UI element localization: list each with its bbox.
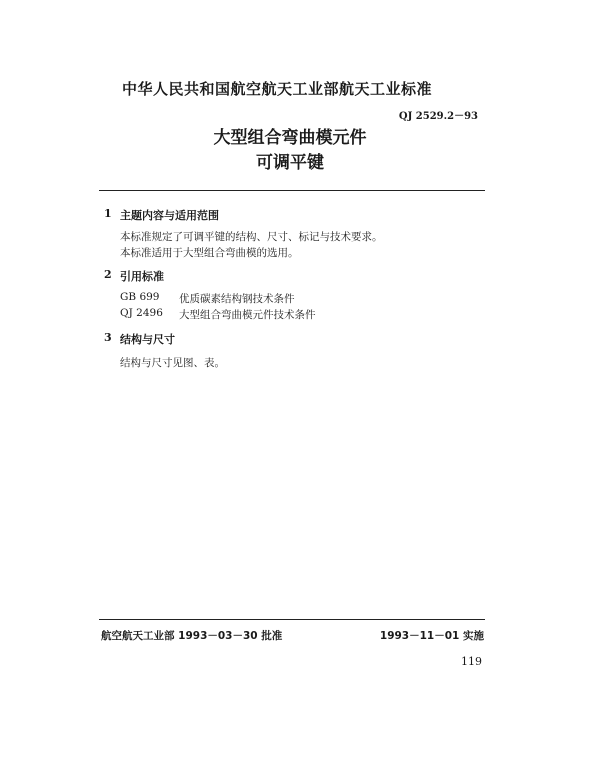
reference-name: 优质碳素结构钢技术条件: [179, 293, 295, 305]
title-line-1: 大型组合弯曲模元件: [213, 128, 367, 148]
header-divider: [99, 190, 485, 191]
section-title: 结构与尺寸: [120, 333, 175, 346]
section-title: 主题内容与适用范围: [120, 209, 219, 222]
title-line-2: 可调平键: [256, 153, 324, 173]
section-number: 2: [104, 268, 112, 281]
paragraph: 结构与尺寸见图、表。: [120, 357, 225, 369]
implementation-line: 1993－11－01 实施: [379, 630, 484, 642]
paragraph: 本标准适用于大型组合弯曲模的选用。: [120, 247, 299, 259]
issuer-title: 中华人民共和国航空航天工业部航天工业标准: [122, 80, 433, 98]
reference-code: GB 699: [120, 291, 160, 303]
footer-divider: [99, 619, 485, 620]
section-title: 引用标准: [120, 270, 164, 283]
section-number: 1: [104, 207, 112, 220]
approval-line: 航空航天工业部 1993－03－30 批准: [101, 630, 283, 642]
reference-code: QJ 2496: [120, 307, 163, 319]
paragraph: 本标准规定了可调平键的结构、尺寸、标记与技术要求。: [120, 231, 383, 243]
standard-number: QJ 2529.2－93: [398, 111, 478, 122]
page-number: 119: [461, 655, 482, 668]
reference-name: 大型组合弯曲模元件技术条件: [179, 309, 316, 321]
section-number: 3: [104, 331, 112, 344]
